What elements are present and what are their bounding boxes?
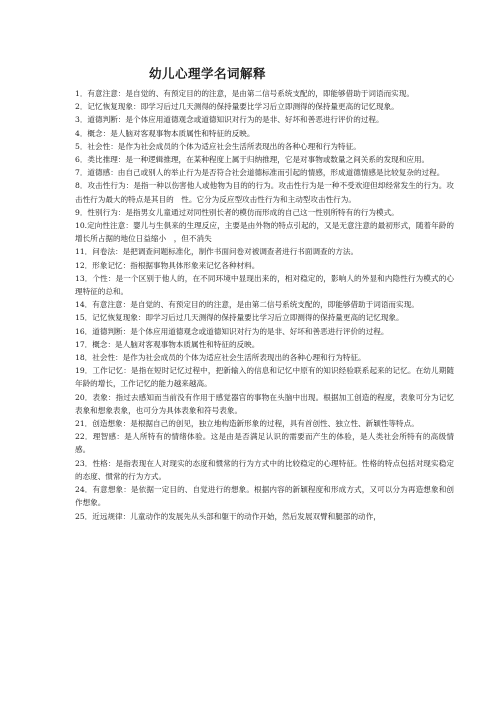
definition-paragraph: 10.定向性注意：婴儿与生俱来的生理反应，主要是由外物的特点引起的，又是无意注意的最初形式，随着年龄的增长所占据的地位日益缩小 ，但不消失	[75, 221, 454, 244]
document-title: 幼儿心理学名词解释	[149, 66, 267, 81]
definition-paragraph: 9．性别行为：是指男女儿童通过对同性别长者的模仿而形成的自己这一性别所特有的行为模式。	[75, 207, 399, 217]
definition-paragraph: 12．形象记忆：指根据事物具体形象来记忆各种材料。	[75, 260, 260, 270]
definition-paragraph: 5．社会性：是作为社会成员的个体为适应社会生活所表现出的各种心理和行为特征。	[75, 141, 361, 151]
definition-paragraph: 1．有意注意：是自觉的、有预定目的的注意，是由第二信号系统支配的，即能够借助于词语而实现。	[75, 89, 414, 98]
definition-paragraph: 11．问卷法：是把调查问题标准化，制作书面问卷对被调查者进行书面调查的方法。	[75, 247, 359, 257]
definition-paragraph: 14．有意注意：是自觉的、有预定目的的注意，是由第二信号系统支配的，即能够借助于词语而实现。	[75, 300, 419, 310]
definition-paragraph: 6．类比推理：是一种逻辑推理，在某种程度上属于归纳推理，它是对事物或数量之间关系的发现和应用。	[75, 155, 430, 165]
definition-paragraph: 20．表象：指过去感知而当前没有作用于感觉器官的事物在头脑中出现。根据加工创造的程度，表象可分为记忆表象和想象表象，也可分为具体表象和符号表象。	[75, 392, 454, 415]
definition-paragraph: 13．个性：是一个区别于他人的，在不同环境中显现出来的，相对稳定的，影响人的外显和内隐性行为模式的心理特征的总和。	[75, 273, 454, 297]
definition-paragraph: 3．道德判断：是个体应用道德观念或道德知识对行为的是非、好坏和善恶进行评价的过程。	[75, 115, 384, 125]
definition-paragraph: 15．记忆恢复现象：即学习后过几天测得的保持量要比学习后立即测得的保持量更高的记忆现象。	[75, 313, 404, 323]
definition-paragraph: 7．道德感：由自己或别人的举止行为是否符合社会道德标准而引起的情感，形成道德情感是比较复杂的过程。	[75, 168, 445, 178]
definition-paragraph: 18．社会性：是作为社会成员的个体为适应社会生活所表现出的各种心理和行为特征。	[75, 353, 366, 363]
definition-paragraph: 17．概念：是人脑对客观事物本质属性和特征的反映。	[75, 339, 260, 349]
definition-paragraph: 22．理智感：是人所特有的情绪体验。这是由是否满足认识的需要而产生的体验，是人类社会所特有的高级情感。	[75, 432, 454, 455]
definition-paragraph: 4．概念：是人脑对客观事物本质属性和特征的反映。	[75, 128, 255, 138]
definition-paragraph: 25．近远规律：儿童动作的发展先从头部和躯干的动作开始，然后发展双臂和腿部的动作，	[75, 511, 381, 521]
document-body	[75, 87, 454, 523]
definition-paragraph: 19．工作记忆：是指在短时记忆过程中，把新输入的信息和记忆中原有的知识经验联系起来的记忆。在幼儿期随年龄的增长，工作记忆的能力越来越高。	[75, 366, 454, 389]
definition-paragraph: 23．性格：是指表现在人对现实的态度和惯常的行为方式中的比较稳定的心理特征。性格的特点包括对现实稳定的态度、惯常的行为方式。	[75, 458, 454, 481]
definition-paragraph: 24．有意想象：是依据一定目的、自觉进行的想象。根据内容的新颖程度和形成方式，又可以分为再造想象和创作想象。	[75, 485, 454, 508]
definition-paragraph: 21．创造想象：是根据自己的创见，独立地构造新形象的过程，具有首创性、独立性、新颖性等特点。	[75, 419, 419, 429]
definition-paragraph: 16．道德判断：是个体应用道德观念或道德知识对行为的是非、好坏和善恶进行评价的过程。	[75, 326, 389, 336]
definition-paragraph: 8．攻击性行为：是指一种以伤害他人或他物为目的的行为。攻击性行为是一种不受欢迎但却经常发生的行为。攻击性行为最大的特点是其目的 性。它分为反应型攻击性行为和主动型攻击性行为。	[75, 181, 454, 204]
definition-paragraph: 2．记忆恢复现象：即学习后过几天测得的保持量要比学习后立即测得的保持量更高的记忆现象。	[75, 102, 399, 112]
